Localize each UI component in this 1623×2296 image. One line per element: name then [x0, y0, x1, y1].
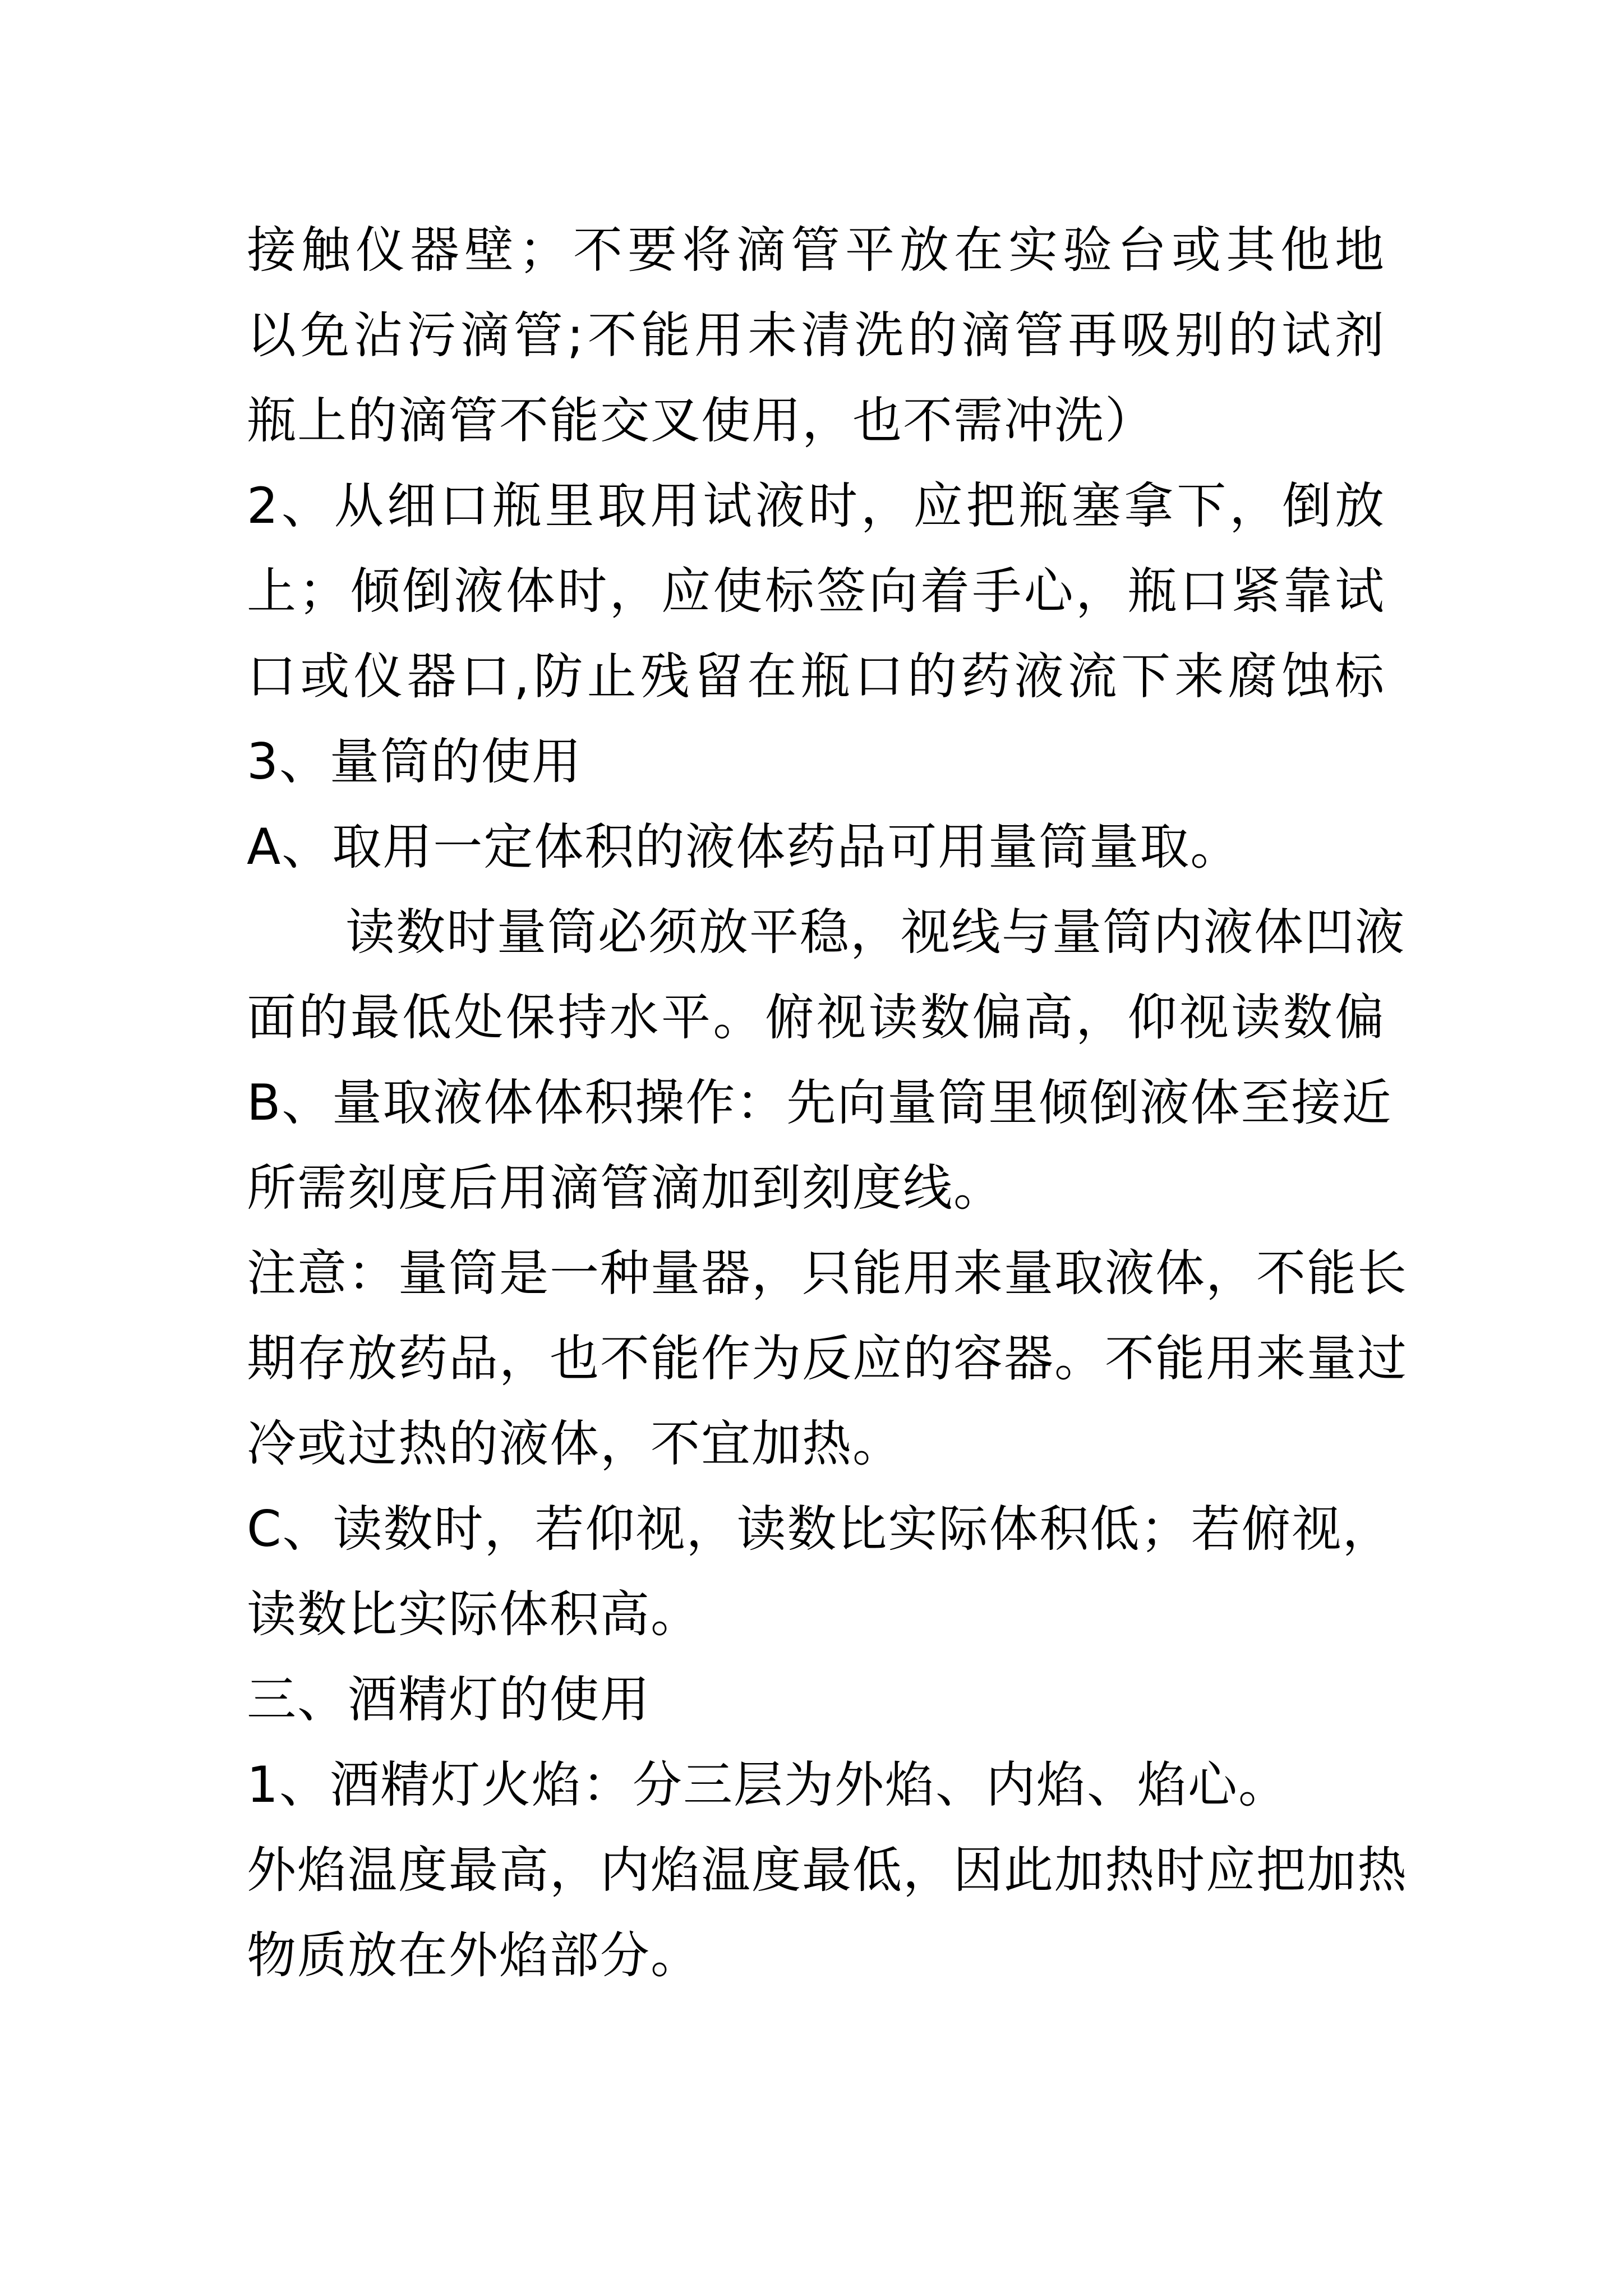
text-line: 所需刻度后用滴管滴加到刻度线。	[247, 1159, 1004, 1217]
section-heading: 三、酒精灯的使用	[247, 1671, 651, 1728]
document-body	[247, 208, 1408, 1998]
text-line: 瓶上的滴管不能交叉使用，也不需冲洗）	[247, 392, 1156, 449]
text-line: 以免沾污滴管;不能用未清洗的滴管再吸别的试剂	[247, 306, 1385, 364]
text-line: B、量取液体体积操作：先向量筒里倾倒液体至接近	[247, 1074, 1393, 1131]
text-line: 注意：量筒是一种量器，只能用来量取液体，不能长	[247, 1244, 1408, 1302]
text-line: 外焰温度最高，内焰温度最低，因此加热时应把加热	[247, 1841, 1408, 1899]
text-line: 读数比实际体积高。	[247, 1585, 702, 1643]
text-line: 2、从细口瓶里取用试液时，应把瓶塞拿下，倒放	[247, 477, 1385, 535]
text-line: 面的最低处保持水平。俯视读数偏高，仰视读数偏	[247, 988, 1385, 1046]
text-line: 物质放在外焰部分。	[247, 1926, 702, 1984]
text-line: C、读数时，若仰视，读数比实际体积低；若俯视，	[247, 1500, 1393, 1558]
text-line: 冷或过热的液体，不宜加热。	[247, 1415, 903, 1473]
text-line: 口或仪器口,防止残留在瓶口的药液流下来腐蚀标	[247, 647, 1385, 705]
text-line: A、取用一定体积的液体药品可用量筒量取。	[247, 818, 1241, 876]
text-line: 读数时量筒必须放平稳，视线与量筒内液体凹液	[345, 903, 1406, 961]
section-heading: 3、量筒的使用	[247, 733, 582, 790]
text-line: 1、酒精灯火焰：分三层为外焰、内焰、焰心。	[247, 1756, 1289, 1814]
text-line: 上；倾倒液体时，应使标签向着手心，瓶口紧靠试	[247, 562, 1385, 620]
text-line: 接触仪器壁；不要将滴管平放在实验台或其他地	[247, 221, 1385, 279]
text-line: 期存放药品，也不能作为反应的容器。不能用来量过	[247, 1329, 1408, 1387]
